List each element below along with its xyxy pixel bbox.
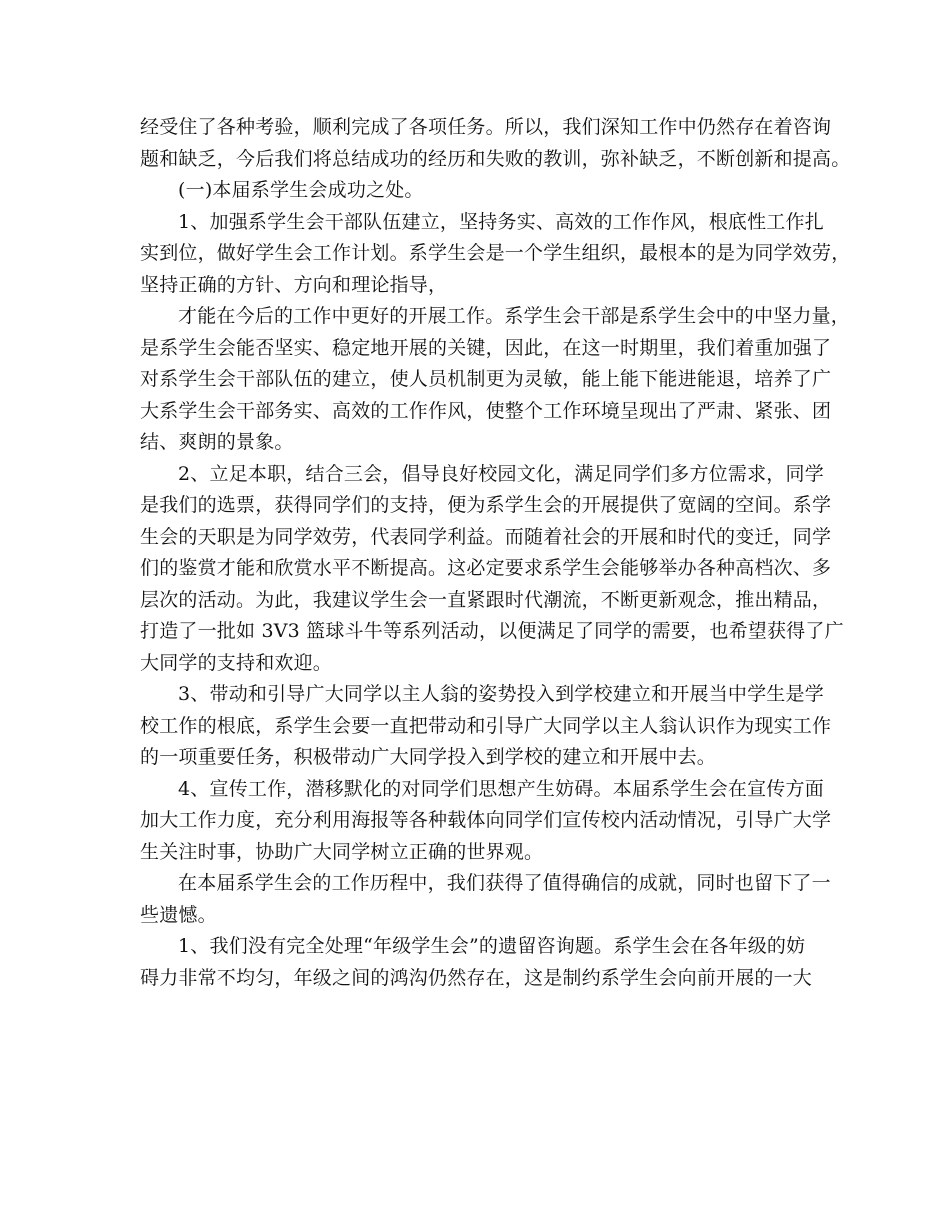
text-line: 1、加强系学生会干部队伍建立，坚持务实、高效的工作作风，根底性工作扎 xyxy=(178,210,824,233)
text-line: 3、带动和引导广大同学以主人翁的姿势投入到学校建立和开展当中学生是学 xyxy=(178,683,824,705)
text-line: 些遗憾。 xyxy=(140,903,217,926)
text-line: 实到位，做好学生会工作计划。系学生会是一个学生组织，最根本的是为同学效劳， xyxy=(140,242,851,264)
text-line: 对系学生会干部队伍的建立，使人员机制更为灵敏，能上能下能进能退，培养了广 xyxy=(140,368,832,390)
paragraph xyxy=(140,207,851,302)
text-line: 题和缺乏，今后我们将总结成功的经历和失败的教训，弥补缺乏，不断创新和提高。 xyxy=(140,147,851,170)
text-line: 1、我们没有完全处理“年级学生会”的遗留咨询题。系学生会在各年级的妨 xyxy=(178,935,806,957)
text-line: 加大工作力度，充分利用海报等各种载体向同学们宣传校内活动情况，引导广大学 xyxy=(140,809,832,831)
text-line: 的一项重要任务，积极带动广大同学投入到学校的建立和开展中去。 xyxy=(140,746,717,768)
text-line: 大同学的支持和欢迎。 xyxy=(140,651,333,674)
text-line: 4、宣传工作，潜移默化的对同学们思想产生妨碍。本届系学生会在宣传方面 xyxy=(178,777,824,800)
paragraph xyxy=(140,868,831,931)
text-line: 生关注时事，协助广大同学树立正确的世界观。 xyxy=(140,840,544,863)
document-body xyxy=(140,112,851,994)
paragraph xyxy=(140,459,844,680)
paragraph xyxy=(140,175,820,207)
text-line: 大系学生会干部务实、高效的工作作风，使整个工作环境呈现出了严肃、紧张、团 xyxy=(140,399,832,422)
text-line: 2、立足本职，结合三会，倡导良好校园文化，满足同学们多方位需求，同学 xyxy=(178,462,824,485)
text-line: 层次的活动。为此，我建议学生会一直紧跟时代潮流，不断更新观念，推出精品， xyxy=(140,588,832,611)
text-line: 们的鉴赏才能和欣赏水平不断提高。这必定要求系学生会能够举办各种高档次、多 xyxy=(140,557,832,579)
text-line: 坚持正确的方针、方向和理论指导， xyxy=(140,273,448,296)
text-line: 在本届系学生会的工作历程中，我们获得了值得确信的成就，同时也留下了一 xyxy=(178,872,831,894)
paragraph xyxy=(140,774,832,869)
text-line: 生会的天职是为同学效劳，代表同学利益。而随着社会的开展和时代的变迁，同学 xyxy=(140,525,832,548)
paragraph xyxy=(140,112,851,175)
paragraph xyxy=(140,301,851,459)
text-line: 才能在今后的工作中更好的开展工作。系学生会干部是系学生会中的中坚力量， xyxy=(178,305,851,327)
text-line: 结、爽朗的景象。 xyxy=(140,431,294,453)
paragraph xyxy=(140,679,832,774)
text-line: (一)本届系学生会成功之处。 xyxy=(178,179,424,201)
text-line: 是我们的选票，获得同学们的支持，便为系学生会的开展提供了宽阔的空间。系学 xyxy=(140,494,832,516)
text-line: 经受住了各种考验，顺利完成了各项任务。所以，我们深知工作中仍然存在着咨询 xyxy=(140,116,832,138)
text-line: 校工作的根底，系学生会要一直把带动和引导广大同学以主人翁认识作为现实工作 xyxy=(140,714,832,737)
text-line: 是系学生会能否坚实、稳定地开展的关键，因此，在这一时期里，我们着重加强了 xyxy=(140,336,832,359)
text-line: 碍力非常不均匀，年级之间的鸿沟仍然存在，这是制约系学生会向前开展的一大 xyxy=(140,966,813,989)
paragraph xyxy=(140,931,820,994)
text-line: 打造了一批如 3V3 篮球斗牛等系列活动，以便满足了同学的需要，也希望获得了广 xyxy=(140,620,844,642)
